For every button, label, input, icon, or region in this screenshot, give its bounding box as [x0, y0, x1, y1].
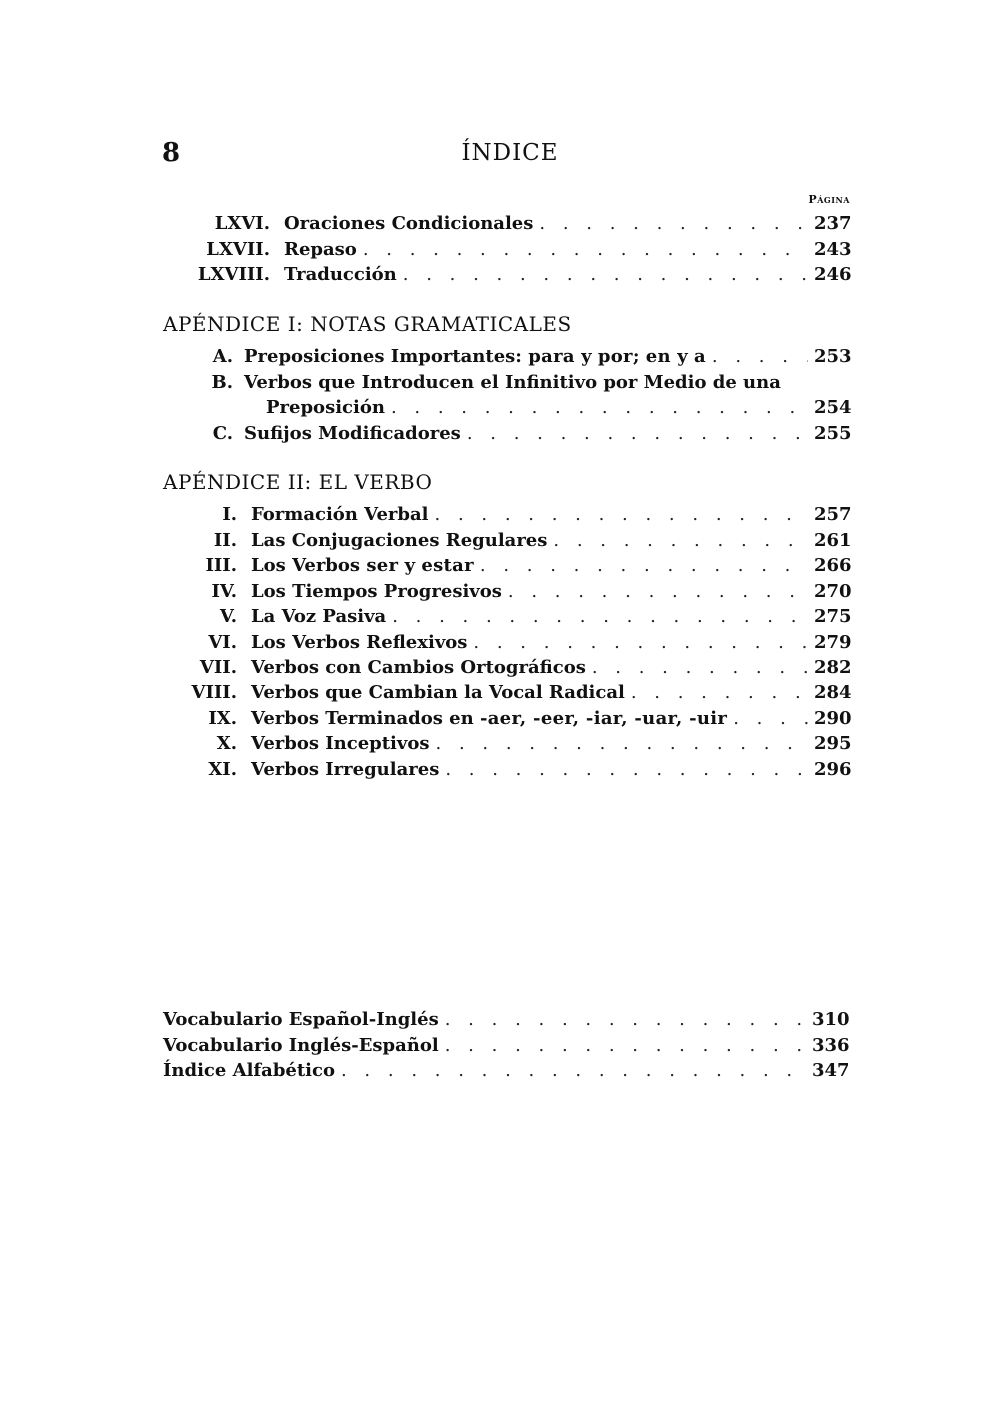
- toc-title: Los Verbos Reflexivos: [251, 632, 468, 653]
- leader-dots: [480, 553, 808, 578]
- toc-title: Formación Verbal: [251, 504, 429, 525]
- toc-row: [0, 1058, 1000, 1083]
- toc-title: La Voz Pasiva: [251, 606, 387, 627]
- toc-number: B.: [211, 372, 233, 393]
- toc-entry: [163, 1033, 848, 1058]
- toc-title: Vocabulario Español-Inglés: [163, 1009, 439, 1030]
- toc-title: Verbos que Introducen el Infinitivo por Medio de una: [244, 372, 781, 393]
- toc-page: 266: [814, 555, 852, 576]
- leader-dots: [391, 395, 808, 420]
- toc-entry: [251, 528, 850, 553]
- toc-title: Índice Alfabético: [163, 1060, 335, 1081]
- appendix-2-heading: APÉNDICE II: EL VERBO: [163, 470, 433, 494]
- leader-dots: [539, 211, 808, 236]
- toc-title: Los Verbos ser y estar: [251, 555, 474, 576]
- toc-title-continued: Preposición: [266, 397, 385, 418]
- toc-row: [0, 421, 1000, 446]
- toc-number: VII.: [199, 657, 237, 678]
- toc-row: [0, 553, 1000, 578]
- leader-dots: [473, 630, 808, 655]
- leader-dots: [341, 1058, 806, 1083]
- toc-number: V.: [219, 606, 237, 627]
- leader-dots: [733, 706, 808, 731]
- toc-page: 282: [814, 657, 852, 678]
- toc-entry: [251, 757, 850, 782]
- toc-number: I.: [222, 504, 237, 525]
- toc-row: [0, 528, 1000, 553]
- toc-row: [0, 211, 1000, 236]
- toc-number: IX.: [208, 708, 237, 729]
- leader-dots: [445, 1007, 806, 1032]
- leader-dots: [631, 680, 808, 705]
- leader-dots: [553, 528, 808, 553]
- toc-number: III.: [205, 555, 237, 576]
- toc-row: [0, 1007, 1000, 1032]
- toc-entry: [251, 680, 850, 705]
- toc-row: [0, 395, 1000, 420]
- toc-row: [0, 1033, 1000, 1058]
- toc-row: [0, 502, 1000, 527]
- toc-page: 253: [814, 346, 852, 367]
- toc-title: Sufijos Modificadores: [244, 423, 461, 444]
- toc-number: LXVIII.: [197, 264, 270, 285]
- toc-page: 237: [814, 213, 852, 234]
- toc-page: 296: [814, 759, 852, 780]
- toc-entry: [244, 370, 850, 395]
- toc-number: VI.: [208, 632, 237, 653]
- toc-title: Traducción: [284, 264, 397, 285]
- toc-row: [0, 237, 1000, 262]
- toc-page: 246: [814, 264, 852, 285]
- toc-title: Verbos con Cambios Ortográficos: [251, 657, 586, 678]
- toc-title: Verbos Inceptivos: [251, 733, 430, 754]
- leader-dots: [445, 757, 808, 782]
- toc-row: [0, 731, 1000, 756]
- toc-page: 347: [812, 1060, 850, 1081]
- toc-title: Verbos Irregulares: [251, 759, 440, 780]
- toc-entry: [163, 1058, 848, 1083]
- toc-page: 257: [814, 504, 852, 525]
- toc-number: X.: [216, 733, 237, 754]
- toc-row: [0, 604, 1000, 629]
- toc-page: 279: [814, 632, 852, 653]
- toc-page: 261: [814, 530, 852, 551]
- page-number: 8: [162, 138, 181, 168]
- leader-dots: [592, 655, 808, 680]
- toc-entry: [251, 706, 850, 731]
- toc-entry: [284, 237, 850, 262]
- leader-dots: [467, 421, 808, 446]
- toc-entry: [251, 579, 850, 604]
- toc-entry: [284, 211, 850, 236]
- leader-dots: [508, 579, 808, 604]
- toc-number: II.: [213, 530, 237, 551]
- toc-entry: [251, 731, 850, 756]
- toc-row: [0, 630, 1000, 655]
- leader-dots: [435, 502, 809, 527]
- toc-page: 290: [814, 708, 852, 729]
- toc-page: 270: [814, 581, 852, 602]
- toc-row: [0, 262, 1000, 287]
- toc-number: A.: [212, 346, 233, 367]
- page-title: ÍNDICE: [461, 140, 559, 166]
- toc-page: 310: [812, 1009, 850, 1030]
- toc-title: Repaso: [284, 239, 357, 260]
- toc-number: LXVI.: [214, 213, 270, 234]
- toc-entry: [251, 502, 850, 527]
- toc-row: [0, 706, 1000, 731]
- toc-page: 275: [814, 606, 852, 627]
- leader-dots: [445, 1033, 806, 1058]
- toc-number: VIII.: [191, 682, 237, 703]
- toc-entry: [266, 395, 850, 420]
- leader-dots: [392, 604, 808, 629]
- toc-entry: [244, 344, 850, 369]
- toc-entry: [251, 604, 850, 629]
- toc-page: 254: [814, 397, 852, 418]
- toc-page: 255: [814, 423, 852, 444]
- toc-number: XI.: [208, 759, 237, 780]
- toc-entry: [163, 1007, 848, 1032]
- leader-dots: [363, 237, 808, 262]
- appendix-1-heading: APÉNDICE I: NOTAS GRAMATICALES: [163, 312, 572, 336]
- toc-entry: [284, 262, 850, 287]
- toc-row: [0, 680, 1000, 705]
- toc-entry: [251, 553, 850, 578]
- toc-title: Las Conjugaciones Regulares: [251, 530, 548, 551]
- leader-dots: [712, 344, 808, 369]
- leader-dots: [436, 731, 809, 756]
- toc-title: Vocabulario Inglés-Español: [163, 1035, 439, 1056]
- toc-title: Los Tiempos Progresivos: [251, 581, 502, 602]
- toc-page: 243: [814, 239, 852, 260]
- toc-title: Preposiciones Importantes: para y por; en y a: [244, 346, 706, 367]
- toc-entry: [244, 421, 850, 446]
- toc-page: 336: [812, 1035, 850, 1056]
- toc-number: C.: [212, 423, 233, 444]
- toc-number: IV.: [211, 581, 237, 602]
- toc-page: 284: [814, 682, 852, 703]
- toc-row: [0, 655, 1000, 680]
- toc-number: LXVII.: [206, 239, 270, 260]
- toc-title: Oraciones Condicionales: [284, 213, 534, 234]
- toc-title: Verbos Terminados en -aer, -eer, -iar, -uar, -uir: [251, 708, 728, 729]
- toc-row: [0, 344, 1000, 369]
- toc-row: [0, 579, 1000, 604]
- toc-entry: [251, 630, 850, 655]
- toc-row: [0, 370, 1000, 395]
- toc-page: 295: [814, 733, 852, 754]
- toc-row: [0, 757, 1000, 782]
- leader-dots: [403, 262, 808, 287]
- toc-entry: [251, 655, 850, 680]
- page-column-label: Página: [808, 193, 850, 206]
- toc-title: Verbos que Cambian la Vocal Radical: [251, 682, 625, 703]
